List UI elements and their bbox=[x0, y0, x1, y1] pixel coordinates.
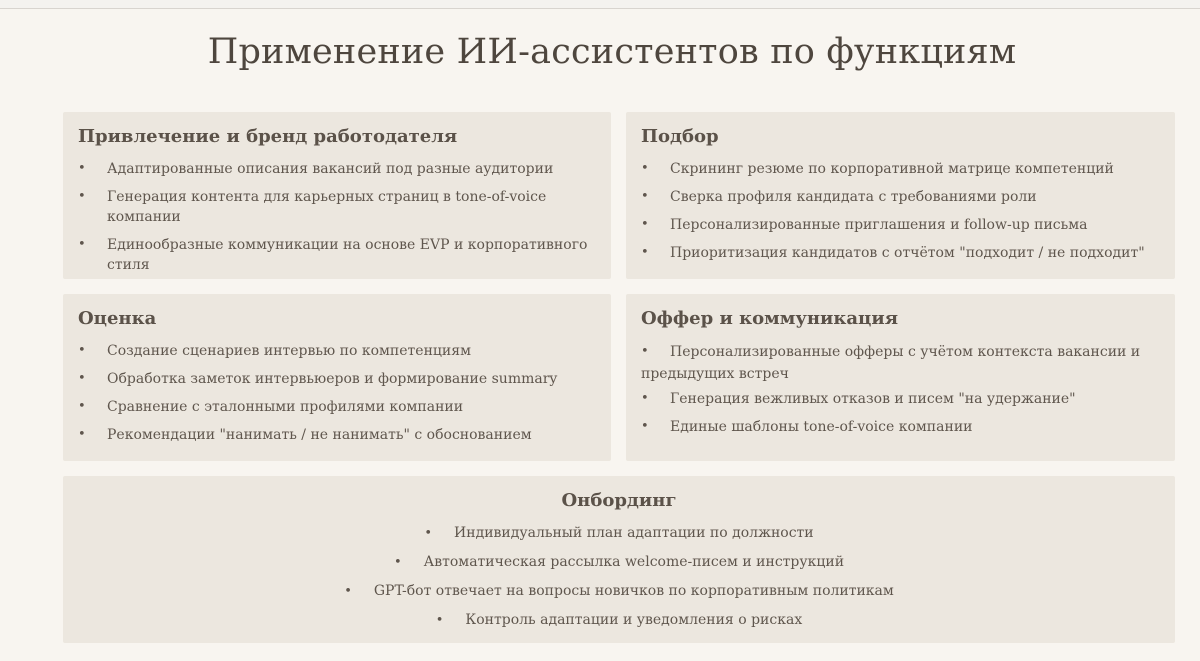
bullet-icon: • bbox=[641, 344, 649, 359]
top-border bbox=[0, 0, 1200, 9]
bullet-icon: • bbox=[641, 217, 649, 232]
card-title: Онбординг bbox=[561, 490, 677, 511]
list-item: • Контроль адаптации и уведомления о рисках bbox=[63, 610, 1175, 631]
bullet-list bbox=[78, 159, 597, 275]
bullet-icon: • bbox=[641, 391, 649, 406]
list-item: • Автоматическая рассылка welcome-писем и инструкций bbox=[63, 552, 1175, 573]
bullet-list bbox=[641, 159, 1161, 263]
card-offer-communication bbox=[626, 294, 1175, 461]
list-item: • Генерация контента для карьерных страниц в tone-of-voice компании bbox=[78, 189, 547, 225]
bullet-icon: • bbox=[641, 161, 649, 176]
bullet-icon: • bbox=[641, 189, 649, 204]
list-item: • Сверка профиля кандидата с требованиями роли bbox=[641, 189, 1037, 205]
bullet-icon: • bbox=[78, 237, 86, 252]
list-item: • Персонализированные приглашения и follow-up письма bbox=[641, 217, 1088, 233]
bullet-icon: • bbox=[78, 399, 86, 414]
bullet-icon: • bbox=[344, 584, 352, 599]
card-selection bbox=[626, 112, 1175, 279]
bullet-list bbox=[641, 341, 1161, 437]
list-item: • Обработка заметок интервьюеров и формирование summary bbox=[78, 371, 558, 387]
card-title: Оценка bbox=[78, 308, 157, 329]
list-item: • Персонализированные офферы с учётом контекста вакансии и предыдущих встреч bbox=[641, 341, 1161, 385]
list-item: • Единообразные коммуникации на основе EVP и корпоративного стиля bbox=[78, 237, 588, 273]
list-item: • Рекомендации "нанимать / не нанимать" с обоснованием bbox=[78, 427, 532, 443]
list-item: • Генерация вежливых отказов и писем "на удержание" bbox=[641, 391, 1076, 407]
bullet-icon: • bbox=[78, 343, 86, 358]
card-title: Оффер и коммуникация bbox=[641, 308, 899, 329]
bullet-icon: • bbox=[641, 419, 649, 434]
bullet-icon: • bbox=[78, 189, 86, 204]
card-onboarding bbox=[63, 476, 1175, 643]
bullet-list bbox=[63, 523, 1175, 631]
list-item: • Приоритизация кандидатов с отчётом "подходит / не подходит" bbox=[641, 245, 1145, 261]
bullet-icon: • bbox=[393, 555, 402, 570]
bullet-icon: • bbox=[78, 427, 86, 442]
list-item: • Создание сценариев интервью по компетенциям bbox=[78, 343, 471, 359]
page-title: Применение ИИ-ассистентов по функциям bbox=[207, 32, 1017, 72]
card-title: Привлечение и бренд работодателя bbox=[78, 126, 458, 147]
bullet-icon: • bbox=[78, 371, 86, 386]
bullet-icon: • bbox=[78, 161, 86, 176]
card-title: Подбор bbox=[641, 126, 719, 147]
list-item: • GPT-бот отвечает на вопросы новичков по корпоративным политикам bbox=[63, 581, 1175, 602]
bullet-icon: • bbox=[424, 526, 433, 541]
card-attraction-employer-brand bbox=[63, 112, 611, 279]
list-item: • Скрининг резюме по корпоративной матрице компетенций bbox=[641, 161, 1114, 177]
list-item: • Индивидуальный план адаптации по должности bbox=[63, 523, 1175, 544]
list-item: • Адаптированные описания вакансий под разные аудитории bbox=[78, 161, 554, 177]
card-assessment bbox=[63, 294, 611, 461]
bullet-icon: • bbox=[435, 613, 444, 628]
bullet-list bbox=[78, 341, 597, 445]
list-item: • Единые шаблоны tone-of-voice компании bbox=[641, 419, 973, 435]
list-item: • Сравнение с эталонными профилями компании bbox=[78, 399, 464, 415]
bullet-icon: • bbox=[641, 245, 649, 260]
